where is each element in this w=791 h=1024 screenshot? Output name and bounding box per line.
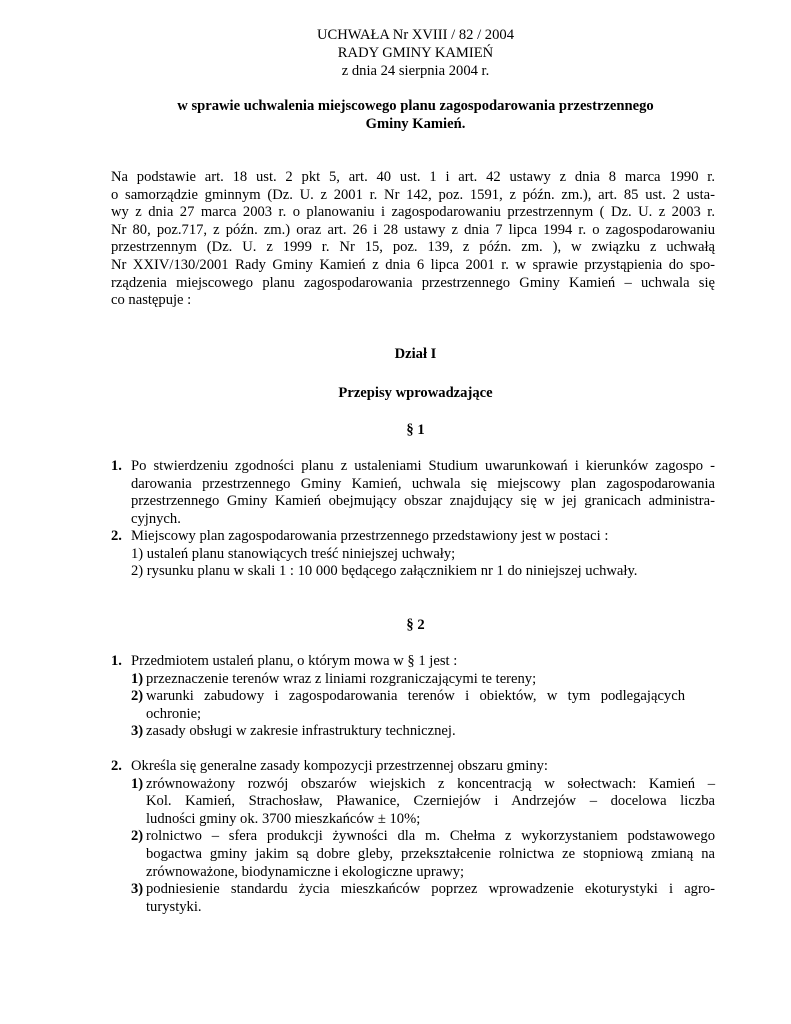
s1-item2-text	[131, 528, 715, 581]
preamble-line: o samorządzie gminnym (Dz. U. z 2001 r. Nr 142, poz. 1591, z późn. zm.), art. 85 ust. 2 usta-	[111, 186, 715, 203]
subject-line-2: Gminy Kamień.	[365, 116, 466, 132]
s2-item2-line: Określa się generalne zasady kompozycji przestrzennej obszaru gminy:	[131, 758, 548, 774]
sub-text: zrównoważone, biodynamiczne i ekologiczne uprawy;	[146, 863, 465, 880]
sub-number: 1)	[131, 670, 144, 687]
s1-item2-sub: 2) rysunku planu w skali 1 : 10 000 będącego załącznikiem nr 1 do niniejszej uchwały.	[131, 563, 638, 580]
s1-item2-sub: 1) ustaleń planu stanowiących treść niniejszej uchwały;	[131, 545, 456, 562]
preamble	[111, 169, 715, 310]
s2-item1-line: Przedmiotem ustaleń planu, o którym mowa w § 1 jest :	[131, 653, 458, 669]
s2-item1-sub	[131, 671, 715, 689]
sub-text: turystyki.	[146, 898, 202, 915]
s1-item1-number: 1.	[111, 458, 122, 474]
sub-text-block	[146, 688, 715, 723]
division-heading: Dział I	[394, 346, 437, 362]
council-name: RADY GMINY KAMIEŃ	[337, 45, 494, 61]
s1-item1-text	[131, 458, 715, 528]
section-2-heading: § 2	[406, 617, 425, 633]
sub-number: 2)	[131, 688, 144, 705]
sub-number: 3)	[131, 723, 144, 740]
s2-item1-sub	[131, 688, 715, 723]
sub-text-block	[146, 881, 715, 916]
resolution-number: UCHWAŁA Nr XVIII / 82 / 2004	[317, 27, 514, 43]
s1-item1-line: darowania przestrzennego Gminy Kamień, uchwala się miejscowy plan zagospodarowania	[131, 475, 715, 492]
s2-item2-sub	[131, 828, 715, 881]
preamble-line: wy z dnia 27 marca 2003 r. o planowaniu i zagospodarowaniu przestrzennym ( Dz. U. z 2003 r.	[111, 204, 715, 221]
preamble-line: Nr 80, poz.717, z późn. zm.) oraz art. 26 i 28 ustawy z dnia 7 lipca 1994 r. o zagospodarowaniu	[111, 221, 715, 238]
s2-item2-text	[131, 758, 715, 916]
s1-item1-line: przestrzennego Gminy Kamień obejmujący obszar znajdujący się w jej granicach administra-	[131, 493, 715, 510]
sub-text: warunki zabudowy i zagospodarowania terenów i obiektów, w tym podlegających	[146, 688, 685, 705]
sub-text: rolnictwo – sfera produkcji żywności dla m. Chełma z wykorzystaniem podstawowego	[146, 828, 715, 845]
sub-text: Kol. Kamień, Strachosław, Pławanice, Czerniejów i Andrzejów – docelowa liczba	[146, 793, 715, 810]
preamble-line: rządzenia miejscowego planu zagospodarowania przestrzennego Gminy Kamień – uchwala się	[111, 274, 715, 291]
subject-line-1: w sprawie uchwalenia miejscowego planu zagospodarowania przestrzennego	[177, 98, 654, 114]
preamble-line: Na podstawie art. 18 ust. 2 pkt 5, art. 40 ust. 1 i art. 42 ustawy z dnia 8 marca 1990 r.	[111, 169, 715, 185]
resolution-date: z dnia 24 sierpnia 2004 r.	[341, 63, 490, 79]
s1-item2-number: 2.	[111, 528, 122, 544]
s2-item2-sub	[131, 776, 715, 829]
sub-text: zrównoważony rozwój obszarów wiejskich z koncentracją w sołectwach: Kamień –	[146, 775, 715, 792]
s1-item2-line: Miejscowy plan zagospodarowania przestrzennego przedstawiony jest w postaci :	[131, 528, 609, 544]
sub-text: podniesienie standardu życia mieszkańców poprzez wprowadzenie ekoturystyki i agro-	[146, 881, 715, 898]
sub-text: zasady obsługi w zakresie infrastruktury technicznej.	[146, 723, 456, 740]
s1-item1-line: Po stwierdzeniu zgodności planu z ustaleniami Studium uwarunkowań i kierunków zagospo -	[131, 458, 715, 474]
s2-item1-text	[131, 653, 715, 741]
sub-number: 2)	[131, 828, 144, 845]
preamble-line: Nr XXIV/130/2001 Rady Gminy Kamień z dnia 6 lipca 2001 r. w sprawie przystąpienia do spo-	[111, 256, 715, 273]
sub-number: 1)	[131, 775, 144, 792]
sub-text-block	[146, 828, 715, 881]
s2-item2-number: 2.	[111, 758, 122, 774]
sub-text: bogactwa gminy jakim są dobre gleby, przekształcenie rolnictwa ze stopniową zmianą na	[146, 845, 715, 862]
preamble-line: przestrzennym (Dz. U. z 1999 r. Nr 15, poz. 139, z późn. zm. ), w związku z uchwałą	[111, 239, 715, 256]
sub-text: ludności gminy ok. 3700 mieszkańców ± 10%;	[146, 810, 421, 827]
division-title: Przepisy wprowadzające	[338, 385, 493, 401]
sub-text: przeznaczenie terenów wraz z liniami rozgraniczającymi te tereny;	[146, 670, 537, 687]
s2-item1-number: 1.	[111, 653, 122, 669]
preamble-line: co następuje :	[111, 292, 192, 309]
s2-item1-sub	[131, 723, 715, 741]
s2-item2-sub	[131, 881, 715, 916]
sub-number: 3)	[131, 881, 144, 898]
sub-text-block	[146, 776, 715, 829]
sub-text: ochronie;	[146, 705, 202, 722]
section-1-heading: § 1	[406, 422, 425, 438]
s1-item1-line: cyjnych.	[131, 510, 181, 527]
